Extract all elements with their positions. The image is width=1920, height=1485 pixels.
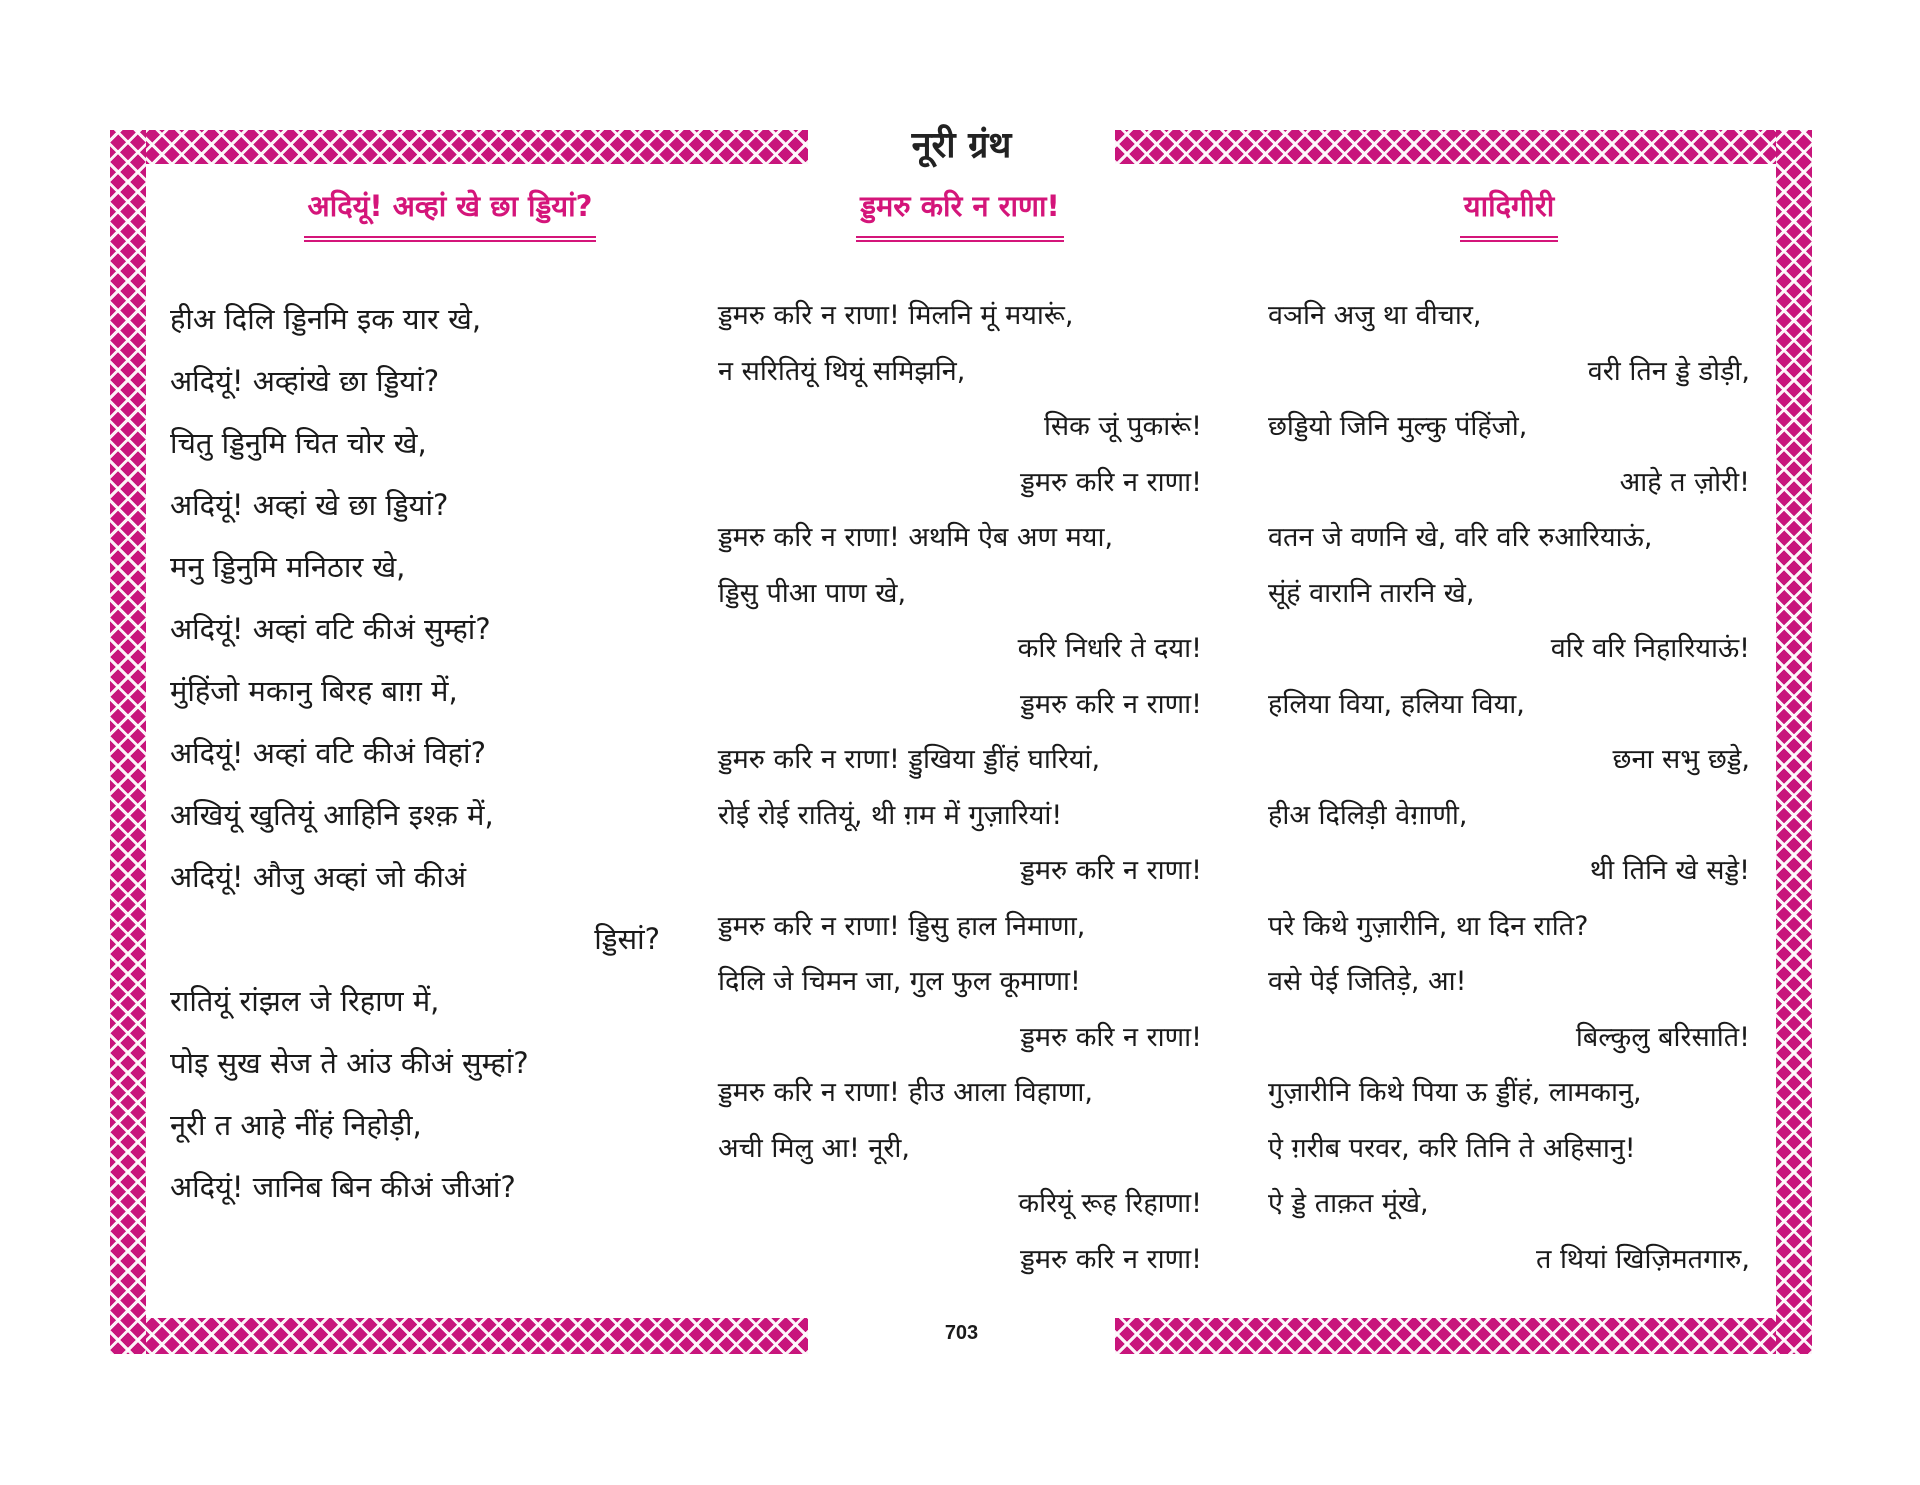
poem-line: ऐ ग़रीब परवर, करि तिनि ते अहिसानु! xyxy=(1268,1132,1636,1164)
poem-heading: यादिगीरी xyxy=(1460,180,1558,242)
poem-line: छड्डियो जिनि मुल्कु पंहिंजो, xyxy=(1268,411,1528,442)
poem-line: ड्डिसु पीआ पाण खे, xyxy=(718,577,907,609)
poem-line: ड्डमरु करि न राणा! मिलनि मूं मयारूं, xyxy=(718,300,1074,331)
poem-line: करि निधरि ते दया! xyxy=(1017,633,1202,664)
poem-line: ड्डमरु करि न राणा! अथमि ऐब अण मया, xyxy=(718,522,1114,553)
poem-column-1 xyxy=(170,180,660,1218)
poem-line: करियूं रूह रिहाणा! xyxy=(1018,1188,1202,1219)
border-bottom-left xyxy=(110,1318,808,1354)
poem-line: ऐ ड्डे ताक़त मूंखे, xyxy=(1268,1188,1429,1219)
poem-line: ड्डमरु करि न राणा! xyxy=(1020,466,1202,498)
poem-line: अदियूं! अव्हां खे छा ड्डियां? xyxy=(170,488,449,522)
border-left xyxy=(110,130,146,1354)
poem-line: वरि वरि निहारियाऊं! xyxy=(1550,633,1750,664)
poem-lines xyxy=(718,288,1202,1287)
poem-line: गुज़ारीनि किथे पिया ऊ ड्डींहं, लामकानु, xyxy=(1268,1077,1642,1108)
poem-line: हलिया विया, हलिया विया, xyxy=(1268,688,1525,720)
poem-line: वसे पेई जितिड़े, आ! xyxy=(1268,966,1467,997)
poem-column-3 xyxy=(1268,180,1750,1287)
poem-line: त थियां खिज़िमतगारु, xyxy=(1535,1243,1750,1275)
poem-heading: अदियूं! अव्हां खे छा ड्डियां? xyxy=(304,180,597,242)
poem-lines xyxy=(170,288,660,1218)
poem-line: ड्डमरु करि न राणा! xyxy=(1020,1243,1202,1275)
poem-line: पोइ सुख सेज ते आंउ कीअं सुम्हां? xyxy=(170,1046,529,1080)
poem-line: अदियूं! अव्हांखे छा ड्डियां? xyxy=(170,364,440,398)
poem-heading: ड्डमरु करि न राणा! xyxy=(856,180,1064,242)
poem-line: मुंहिंजो मकानु बिरह बाग़ में, xyxy=(170,674,458,708)
poem-line: ड्डमरु करि न राणा! ड्डिसु हाल निमाणा, xyxy=(718,910,1086,942)
border-top-right xyxy=(1115,130,1812,164)
poem-line: अदियूं! जानिब बिन कीअं जीआं? xyxy=(170,1170,516,1204)
poem-line: ड्डमरु करि न राणा! ड्डुखिया ड्डींहं घारियां, xyxy=(718,744,1101,775)
poem-line: ड्डमरु करि न राणा! हीउ आला विहाणा, xyxy=(718,1077,1094,1108)
page-number: 703 xyxy=(944,1322,979,1344)
poem-line: ड्डमरु करि न राणा! xyxy=(1020,688,1202,720)
poem-line: दिलि जे चिमन जा, गुल फुल कूमाणा! xyxy=(718,966,1081,997)
poem-line: हीअ दिलि ड्डिनमि इक यार खे, xyxy=(170,302,482,336)
poem-line: रातियूं रांझल जे रिहाण में, xyxy=(170,984,440,1018)
poem-line: ड्डिसां? xyxy=(594,922,660,956)
poem-lines xyxy=(1268,288,1750,1287)
border-right xyxy=(1776,130,1812,1354)
poem-line: चितु ड्डिनुमि चित चोर खे, xyxy=(170,426,427,460)
poem-column-2 xyxy=(718,180,1202,1287)
poem-line: न सरितियूं थियूं समिझनि, xyxy=(718,355,966,387)
poem-line: रोई रोई रातियूं, थी ग़म में गुज़ारियां! xyxy=(718,799,1063,831)
border-bottom-right xyxy=(1115,1318,1812,1354)
poem-line: अची मिलु आ! नूरी, xyxy=(718,1132,910,1164)
poem-line: वतन जे वणनि खे, वरि वरि रुआरियाऊं, xyxy=(1268,522,1653,553)
poem-line: अदियूं! औजु अव्हां जो कीअं xyxy=(170,860,466,894)
poem-line: अखियूं खुतियूं आहिनि इश्क़ में, xyxy=(170,798,494,832)
border-top-left xyxy=(110,130,808,164)
poem-line: अदियूं! अव्हां वटि कीअं सुम्हां? xyxy=(170,612,491,646)
poem-line: मनु ड्डिनुमि मनिठार खे, xyxy=(170,550,406,584)
poem-line: छना सभु छड्डे, xyxy=(1612,744,1750,775)
poem-line: सूंहं वारानि तारनि खे, xyxy=(1268,577,1475,609)
poem-line: वरी तिन ड्डे डोड़ी, xyxy=(1587,355,1750,387)
poem-line: ड्डमरु करि न राणा! xyxy=(1020,855,1202,886)
poem-line: सिक जूं पुकारूं! xyxy=(1043,411,1202,442)
poem-line: हीअ दिलिड़ी वेग़ाणी, xyxy=(1268,799,1468,831)
poem-line: आहे त ज़ोरी! xyxy=(1619,466,1750,498)
poem-line: वञनि अजु था वीचार, xyxy=(1268,300,1482,331)
poem-line: अदियूं! अव्हां वटि कीअं विहां? xyxy=(170,736,486,770)
poem-line: बिल्कुलु बरिसाति! xyxy=(1575,1021,1750,1053)
poem-line: ड्डमरु करि न राणा! xyxy=(1020,1021,1202,1053)
book-title: नूरी ग्रंथ xyxy=(911,125,1012,166)
poem-line: परे किथे गुज़ारीनि, था दिन राति? xyxy=(1268,910,1589,942)
poem-line: नूरी त आहे नींहं निहोड़ी, xyxy=(170,1108,422,1142)
poem-line: थी तिनि खे सड्डे! xyxy=(1589,855,1750,886)
